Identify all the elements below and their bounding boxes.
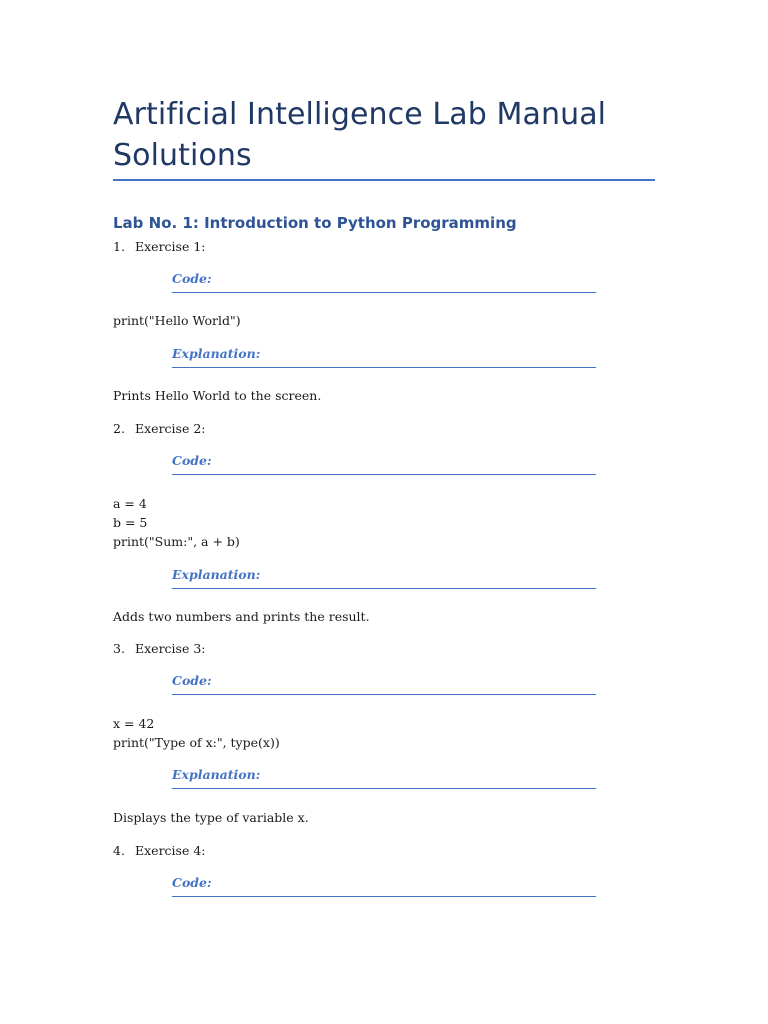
explanation-heading-label: Explanation: <box>172 767 261 782</box>
exercise-3-code-heading <box>172 672 596 695</box>
exercise-4-code-heading <box>172 874 596 897</box>
exercise-1-code-heading <box>172 270 596 293</box>
exercise-3-code-line-2: print("Type of x:", type(x)) <box>113 735 280 750</box>
document-title-line-1: Artificial Intelligence Lab Manual <box>113 97 607 132</box>
exercise-2-number: 2. <box>113 421 125 436</box>
exercise-3-label: Exercise 3: <box>135 641 206 656</box>
lab-heading: Lab No. 1: Introduction to Python Programming <box>113 214 517 232</box>
explanation-heading-label: Explanation: <box>172 346 261 361</box>
exercise-2-code-line-1: a = 4 <box>113 496 147 511</box>
exercise-4-item <box>113 842 206 860</box>
exercise-3-item <box>113 640 206 658</box>
exercise-1-label: Exercise 1: <box>135 239 206 254</box>
exercise-1-explanation-heading <box>172 345 596 368</box>
code-heading-label: Code: <box>172 453 212 468</box>
exercise-2-code-line-3: print("Sum:", a + b) <box>113 534 240 549</box>
exercise-2-explanation-heading <box>172 566 596 589</box>
exercise-4-number: 4. <box>113 843 125 858</box>
exercise-3-explanation: Displays the type of variable x. <box>113 810 309 825</box>
exercise-1-item <box>113 238 206 256</box>
exercise-2-label: Exercise 2: <box>135 421 206 436</box>
exercise-2-code-line-2: b = 5 <box>113 515 148 530</box>
code-heading-label: Code: <box>172 271 212 286</box>
exercise-3-explanation-heading <box>172 766 596 789</box>
document-title-line-2: Solutions <box>113 138 252 173</box>
code-heading-label: Code: <box>172 875 212 890</box>
exercise-3-code-line-1: x = 42 <box>113 716 155 731</box>
exercise-1-number: 1. <box>113 239 125 254</box>
code-heading-label: Code: <box>172 673 212 688</box>
explanation-heading-label: Explanation: <box>172 567 261 582</box>
title-underline <box>113 179 655 181</box>
exercise-2-item <box>113 420 206 438</box>
exercise-3-number: 3. <box>113 641 125 656</box>
exercise-1-explanation: Prints Hello World to the screen. <box>113 388 322 403</box>
exercise-4-label: Exercise 4: <box>135 843 206 858</box>
document-title <box>113 94 658 176</box>
exercise-1-code-line-1: print("Hello World") <box>113 313 241 328</box>
exercise-2-explanation: Adds two numbers and prints the result. <box>113 609 370 624</box>
exercise-2-code-heading <box>172 452 596 475</box>
